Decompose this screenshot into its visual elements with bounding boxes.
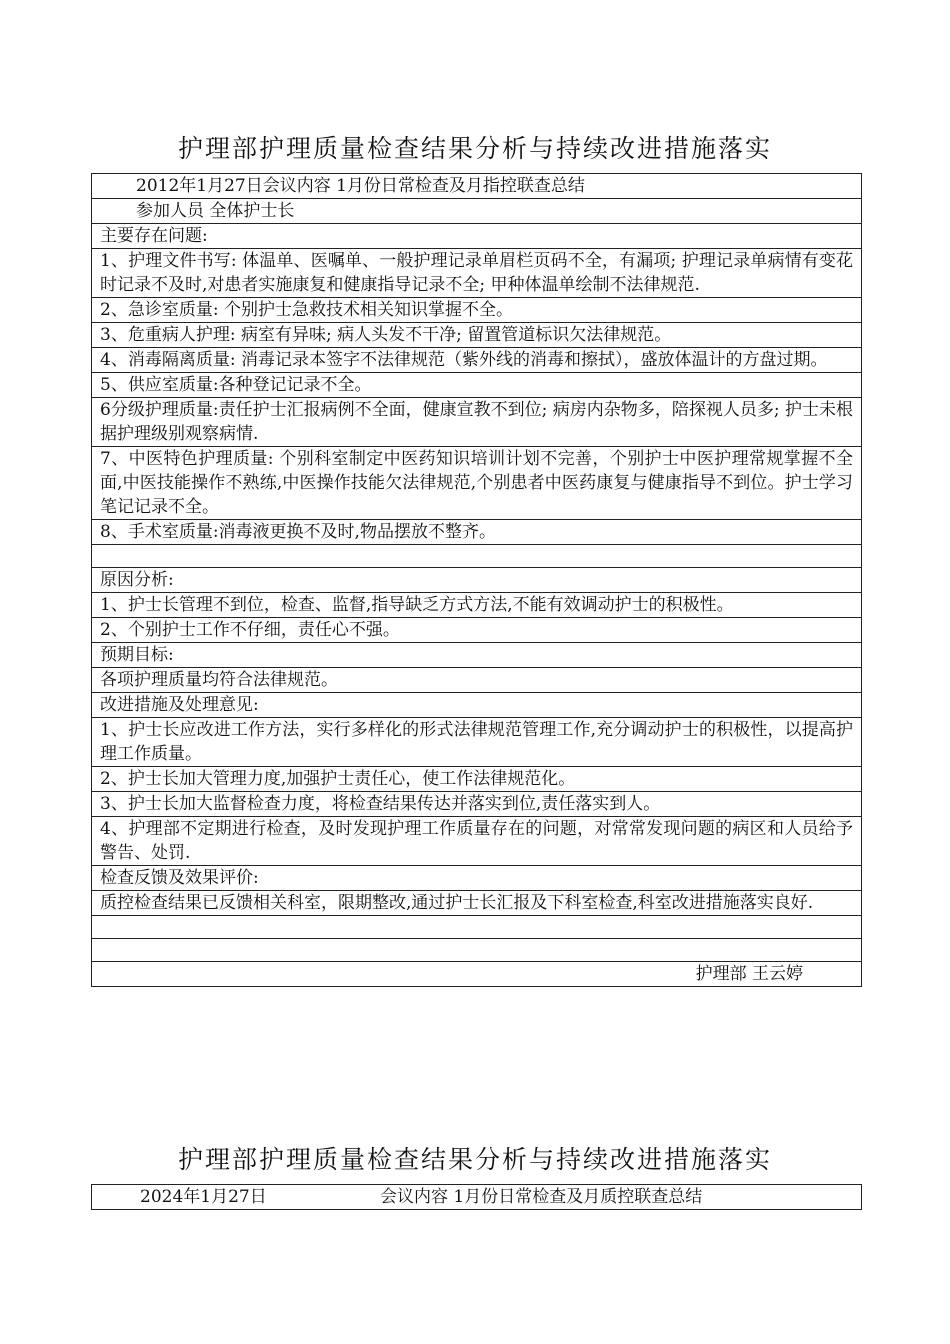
measure-item: 4、护理部不定期进行检查，及时发现护理工作质量存在的问题，对常常发现问题的病区和人员给予警告、处罚. bbox=[92, 817, 862, 866]
measure-item: 3、护士长加大监督检查力度，将检查结果传达并落实到位,责任落实到人。 bbox=[92, 792, 862, 817]
goal-heading: 预期目标: bbox=[92, 643, 862, 668]
problems-heading: 主要存在问题: bbox=[92, 224, 862, 249]
document-title-2: 护理部护理质量检查结果分析与持续改进措施落实 bbox=[177, 1145, 772, 1174]
measure-item: 1、护士长应改进工作方法，实行多样化的形式法律规范管理工作,充分调动护士的积极性，以提高护理工作质量。 bbox=[92, 718, 862, 767]
document-title: 护理部护理质量检查结果分析与持续改进措施落实 bbox=[177, 134, 772, 163]
empty-row bbox=[92, 545, 862, 568]
problem-item: 2、急诊室质量: 个别护士急救技术相关知识掌握不全。 bbox=[92, 298, 862, 323]
problem-item: 4、消毒隔离质量: 消毒记录本签字不法律规范（紫外线的消毒和擦拭），盛放体温计的方盘过期。 bbox=[92, 348, 862, 373]
problem-item: 6分级护理质量:责任护士汇报病例不全面，健康宣教不到位; 病房内杂物多，陪探视人员多; 护士未根据护理级别观察病情. bbox=[92, 398, 862, 447]
measures-heading: 改进措施及处理意见: bbox=[92, 693, 862, 718]
feedback-text: 质控检查结果已反馈相关科室，限期整改,通过护士长汇报及下科室检查,科室改进措施落实良好. bbox=[92, 891, 862, 916]
report-table bbox=[91, 173, 862, 987]
cause-item: 2、个别护士工作不仔细，责任心不强。 bbox=[92, 618, 862, 643]
meeting-info: 2012年1月27日会议内容 1月份日常检查及月指控联查总结 bbox=[92, 174, 862, 199]
problem-item: 8、手术室质量:消毒液更换不及时,物品摆放不整齐。 bbox=[92, 520, 862, 545]
problem-item: 5、供应室质量:各种登记记录不全。 bbox=[92, 373, 862, 398]
report-table-2 bbox=[91, 1184, 862, 1210]
feedback-heading: 检查反馈及效果评价: bbox=[92, 866, 862, 891]
problem-item: 1、护理文件书写: 体温单、医嘱单、一般护理记录单眉栏页码不全，有漏项; 护理记录单病情有变花时记录不及时,对患者实施康复和健康指导记录不全; 甲种体温单绘制不法律规范. bbox=[92, 249, 862, 298]
empty-row bbox=[92, 916, 862, 939]
attendees: 参加人员 全体护士长 bbox=[92, 199, 862, 224]
meeting-info-row bbox=[92, 1185, 862, 1210]
cause-item: 1、护士长管理不到位，检查、监督,指导缺乏方式方法,不能有效调动护士的积极性。 bbox=[92, 593, 862, 618]
problem-item: 3、危重病人护理: 病室有异味; 病人头发不干净; 留置管道标识欠法律规范。 bbox=[92, 323, 862, 348]
goal-text: 各项护理质量均符合法律规范。 bbox=[92, 668, 862, 693]
problem-item: 7、中医特色护理质量: 个别科室制定中医药知识培训计划不完善，个别护士中医护理常规掌握不全面,中医技能操作不熟练,中医操作技能欠法律规范,个别患者中医药康复与健康指导不到位。护士学习笔记记录不全。 bbox=[92, 447, 862, 520]
meeting-content: 会议内容 1月份日常检查及月质控联查总结 bbox=[380, 1187, 703, 1207]
cause-heading: 原因分析: bbox=[92, 568, 862, 593]
empty-row bbox=[92, 939, 862, 962]
signature: 护理部 王云婷 bbox=[92, 962, 862, 987]
measure-item: 2、护士长加大管理力度,加强护士责任心，使工作法律规范化。 bbox=[92, 767, 862, 792]
meeting-date: 2024年1月27日 bbox=[140, 1187, 267, 1207]
